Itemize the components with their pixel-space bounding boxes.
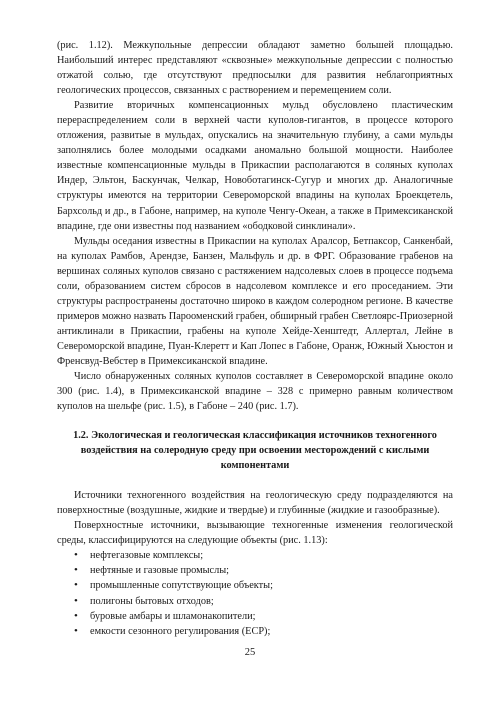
- paragraph-dome-count: Число обнаруженных соляных куполов составляет в Североморской впадине около 300 (рис. 1.4), в Примексиканской впадине – 328 с примерно равным количеством куполов на шельфе (рис. 1.5), в Габоне – 240 (рис. 1.7).: [57, 371, 453, 413]
- paragraph-surface-sources: Поверхностные источники, вызывающие техногенные изменения геологической среды, классифицируются на следующие объекты (рис. 1.13):: [57, 520, 453, 547]
- paragraph-sources: Источники техногенного воздействия на геологическую среду подразделяются на поверхностные (воздушные, жидкие и твердые) и глубинные (жидкие и газообразные).: [57, 490, 453, 517]
- list-item: • нефтегазовые комплексы;: [74, 548, 453, 563]
- list-item: • промышленные сопутствующие объекты;: [74, 578, 453, 593]
- paragraph-continuation: (рис. 1.12). Межкупольные депрессии обладают заметно большей площадью. Наибольший интерес представляют «сквозные» межкупольные депрессии с полностью отжатой солью, где отсутствуют предпосылки для развития неблагоприятных геологических процессов, связанных с растворением и перемещением соли.: [57, 40, 453, 97]
- paragraph-compensation-troughs: Развитие вторичных компенсационных мульд обусловлено пластическим перераспределением соли в верхней части куполов-гигантов, в процессе которого отложения, развитые в мульдах, опускались на значительную глубину, а сами мульды заполнялись более молодыми осадками аномально большой мощности. Наиболее известные компенсационные мульды в Прикаспии располагаются в соляных куполах Индер, Эльтон, Баскунчак, Челкар, Новоботагинск-Сугур и многих др. Аналогичные структуры имеются на территории Североморской впадины на куполах Броекцетель, Бархсольд и др., в Габоне, например, на куполе Ченгу-Океан, а также в Примексиканской впадине, где они известны под названием «ободковой синклинали».: [57, 100, 453, 232]
- list-item: • емкости сезонного регулирования (ЕСР);: [74, 624, 453, 639]
- spacer: [57, 473, 453, 488]
- list-item: • нефтяные и газовые промыслы;: [74, 563, 453, 578]
- list-item: • полигоны бытовых отходов;: [74, 594, 453, 609]
- list-item: • буровые амбары и шламонакопители;: [74, 609, 453, 624]
- paragraph-subsidence-troughs: Мульды оседания известны в Прикаспии на куполах Аралсор, Бетпаксор, Санкенбай, на куполах Рамбов, Арендзе, Банзен, Мальфуль и др. в ФРГ. Образование грабенов на вершинах соляных куполов связано с растяжением надсолевых слоев в процессе подъема соли, образованием систем сбросов в надсолевом комплексе и его проседанием. Эти структуры распространены достаточно широко в каждом солеродном регионе. В качестве примеров можно назвать Парооменский грабен, обширный грабен Светлоярс-Приозерной антиклинали в Прикаспии, грабены на куполе Хейде-Хенштедт, Аллертал, Лейне в Североморской впадине, Пуан-Клеретт и Кап Лопес в Габоне, Оранж, Южный Хьюстон и Френсвуд-Вебстер в Примексиканской впадине.: [57, 235, 453, 367]
- page-body: [57, 38, 453, 639]
- page-number: 25: [244, 647, 256, 658]
- section-heading: 1.2. Экологическая и геологическая классификация источников техногенного воздействия на солеродную среду при освоении месторождений с кислыми компонентами: [73, 430, 437, 472]
- source-list: [57, 548, 453, 638]
